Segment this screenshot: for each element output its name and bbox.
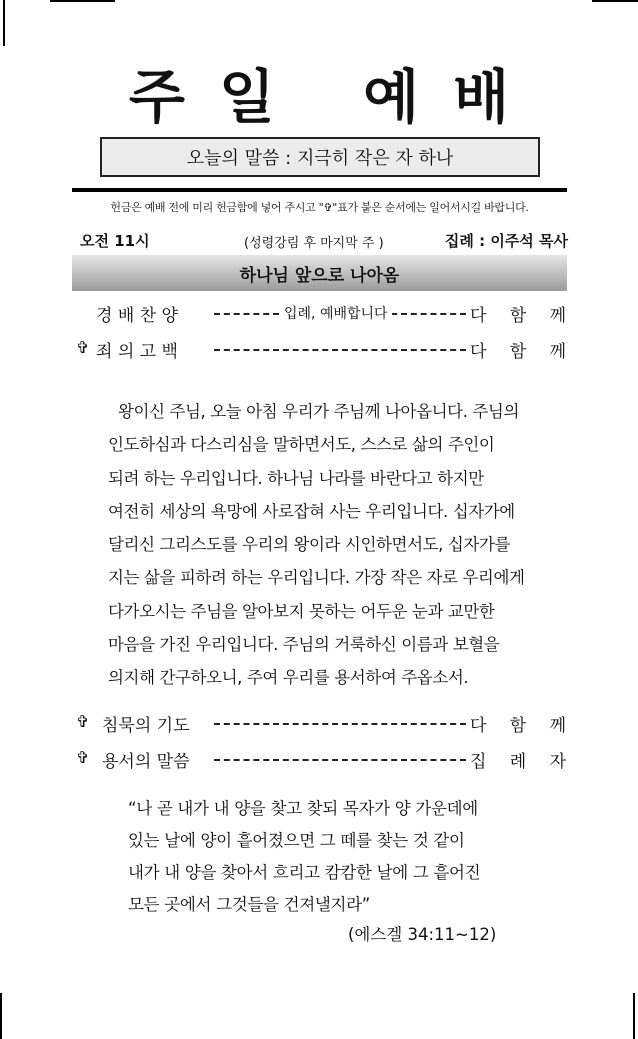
scripture-quote (128, 793, 512, 921)
order-item-name: 경 배 찬 양 (96, 306, 178, 326)
section-title: 하나님 앞으로 나아옴 (239, 265, 400, 286)
crop-mark (592, 0, 638, 2)
order-item-participant: 다 함 께 (470, 306, 566, 326)
quote-line: 모든 곳에서 그것들을 건져낼지라” (128, 895, 371, 914)
sermon-theme: 오늘의 말씀 : 지극히 작은 자 하나 (186, 148, 454, 169)
cross-icon: ✞ (76, 338, 90, 357)
order-item-praise (76, 301, 566, 327)
prayer-line: 여전히 세상의 욕망에 사로잡혀 사는 우리입니다. 십자가에 (108, 501, 515, 521)
order-item-assurance (76, 747, 566, 773)
crop-mark (0, 993, 2, 1039)
order-item-confession (76, 337, 566, 363)
page-title: 주일 예배 (128, 63, 544, 131)
prayer-line: 지는 삶을 피하려 하는 우리입니다. 가장 작은 자로 우리에게 (108, 568, 525, 588)
offering-notice: 헌금은 예배 전에 미리 헌금함에 넣어 주시고 "✞"표가 붙은 순서에는 일어서시길 바랍니다. (110, 201, 529, 214)
prayer-line: 인도하심과 다스리심을 말하면서도, 스스로 삶의 주인이 (108, 435, 495, 455)
quote-line: 있는 날에 양이 흩어졌으면 그 떼를 찾는 것 같이 (128, 831, 465, 850)
order-item-silent-prayer (76, 711, 566, 737)
prayer-line: 마음을 가진 우리입니다. 주님의 거룩하신 이름과 보혈을 (108, 635, 500, 655)
cross-icon: ✞ (76, 712, 90, 731)
order-item-participant: 집 례 자 (470, 752, 566, 772)
order-item-participant: 다 함 께 (470, 342, 566, 362)
prayer-line: 다가오시는 주님을 알아보지 못하는 어두운 눈과 교만한 (108, 601, 495, 621)
crop-mark (3, 0, 5, 46)
crop-mark (633, 993, 635, 1039)
prayer-line: 의지해 간구하오니, 주여 우리를 용서하여 주옵소서. (108, 668, 469, 688)
divider (72, 188, 567, 192)
prayer-line: 왕이신 주님, 오늘 아침 우리가 주님께 나아옵니다. 주님의 (118, 402, 520, 421)
liturgical-note: (성령강림 후 마지막 주 ) (244, 236, 384, 251)
presiding-pastor: 집례 : 이주석 목사 (444, 232, 568, 250)
crop-mark (50, 0, 115, 2)
service-info (80, 230, 568, 252)
quote-line: 내가 내 양을 찾아서 흐리고 캄캄한 날에 그 흩어진 (128, 863, 481, 882)
leader-dashes (214, 759, 466, 761)
leader-dashes (214, 723, 466, 725)
order-item-name: 죄 의 고 백 (96, 342, 178, 362)
prayer-line: 되려 하는 우리입니다. 하나님 나라를 바란다고 하지만 (108, 468, 484, 488)
order-item-name: 침묵의 기도 (102, 716, 190, 736)
prayer-line: 달리신 그리스도를 우리의 왕이라 시인하면서도, 십자가를 (108, 535, 511, 555)
quote-line: “나 곧 내가 내 양을 찾고 찾되 목자가 양 가운데에 (128, 799, 478, 818)
leader-dashes (214, 349, 466, 351)
confession-prayer (108, 395, 534, 695)
order-item-participant: 다 함 께 (470, 716, 566, 736)
section-header (72, 255, 567, 291)
order-item-name: 용서의 말씀 (102, 752, 190, 772)
cross-icon: ✞ (76, 748, 90, 767)
service-time: 오전 11시 (80, 232, 150, 250)
scripture-reference: (에스겔 34:11~12) (348, 925, 497, 944)
sermon-theme-box (100, 137, 540, 177)
order-item-note: 입례, 예배합니다 (280, 303, 392, 323)
